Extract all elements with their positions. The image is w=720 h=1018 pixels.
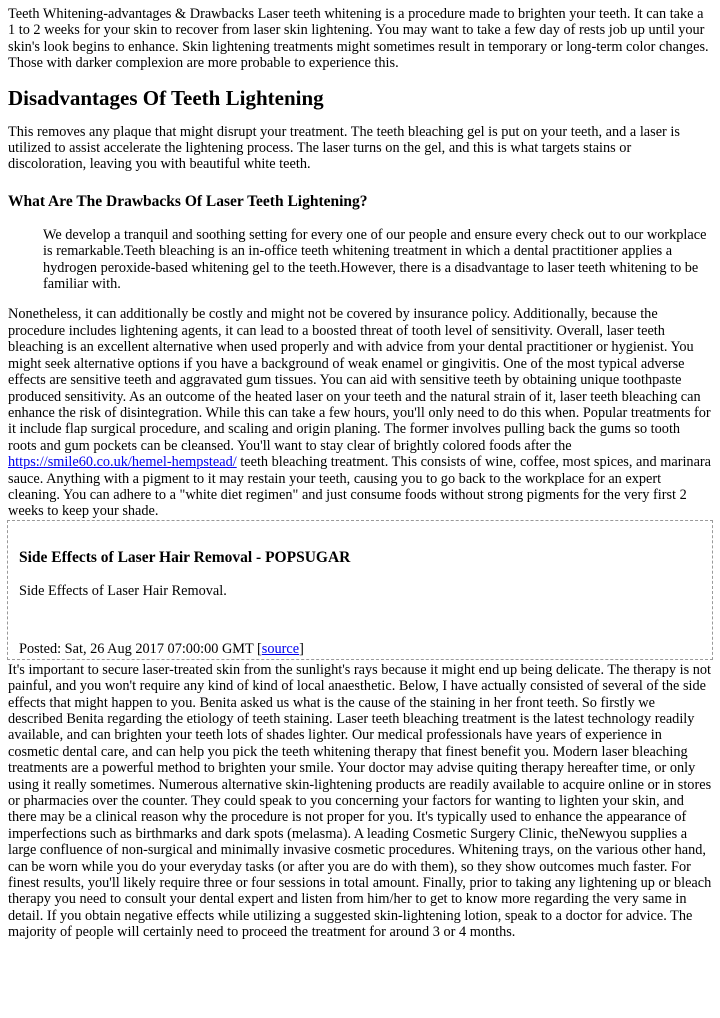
posted-bracket-close: ]	[299, 641, 304, 658]
final-paragraph: It's important to secure laser-treated skin from the sunlight's rays because it might end up being delicate. The therapy is not painful, and you won't require any kind of kind of local anaesthetic. Below, I have actually consisted of several of the side effects that might happen to you. Benita asked us what is the cause of the staining in her front teeth. So firstly we described Benita regarding the etiology of teeth staining. Laser teeth bleaching treatment is the latest technology readily available, and can brighten your teeth lots of shades lighter. Our medical professionals have years of experience in cosmetic dental care, and can help you pick the teeth whitening therapy that finest benefit you. Modern laser bleaching treatments are a powerful method to brighten your smile. Your doctor may advise quiting therapy hereafter time, or only using it really sometimes. Numerous alternative skin-lightening products are readily available to acquire online or in stores or pharmacies over the counter. They could speak to you concerning your factors for wanting to lighten your skin, and there may be a clinical reason why the procedure is not proper for you. It's typically used to enhance the appearance of imperfections such as birthmarks and dark spots (melasma). A leading Cosmetic Surgery Clinic, theNewyou supplies a large confluence of non-surgical and minimally invasive cosmetic procedures. Whitening trays, on the various other hand, can be worn while you do your everyday tasks (or after you are do with them), so they show outcomes much faster. For finest results, you'll likely require three or four sessions in total amount. Finally, prior to taking any lightening up or bleach therapy you need to consult your dental expert and listen from him/her to get to know more regarding the very same in detail. If you obtain negative effects while utilizing a suggested skin-lightening lotion, speak to a doctor for advice. The majority of people will certainly need to proceed the treatment for around 3 or 4 months.	[8, 661, 712, 941]
process-paragraph: This removes any plaque that might disrupt your treatment. The teeth bleaching gel is put on your teeth, and a laser is utilized to assist accelerate the lightening process. The laser turns on the gel, and this is what targets stains or discoloration, leaving you with beautiful white teeth.	[8, 123, 680, 173]
smile60-link[interactable]: https://smile60.co.uk/hemel-hempstead/	[8, 454, 237, 471]
cost-text-after-link: teeth bleaching treatment. This consists of wine, coffee, most spices, and marinara sauce. Anything with a pigment to it may restain your teeth, causing you to go back to the workplace for an expert cleaning. You can adhere to a "white diet regimen" and just consume foods without strong pigments for the very first 2 weeks to keep your shade.	[8, 454, 712, 520]
cost-paragraph	[8, 306, 712, 519]
source-link[interactable]: source	[261, 641, 300, 658]
heading-drawbacks: What Are The Drawbacks Of Laser Teeth Lightening?	[8, 192, 368, 210]
news-card-posted	[19, 641, 701, 657]
blockquote: We develop a tranquil and soothing setting for every one of our people and ensure every check out to our workplace is remarkable.Teeth bleaching is an in-office teeth whitening treatment in which a dental practitioner applies a hydrogen peroxide-based whitening gel to the teeth.However, there is a disadvantage to laser teeth whitening to be familiar with.	[43, 226, 707, 293]
intro-paragraph: Teeth Whitening-advantages & Drawbacks Laser teeth whitening is a procedure made to brighten your teeth. It can take a 1 to 2 weeks for your skin to recover from laser skin lightening. You may want to take a few day of rests job up until your skin's look begins to enhance. Skin lightening treatments might sometimes result in temporary or long-term color changes. Those with darker complexion are more probable to experience this.	[8, 6, 709, 72]
news-card	[7, 520, 713, 660]
news-card-summary: Side Effects of Laser Hair Removal.	[19, 582, 227, 599]
cost-text-before-link: Nonetheless, it can additionally be costly and might not be covered by insurance policy. Additionally, because the procedure includes lightening agents, it can lead to a boosted threat of tooth level of sensitivity. Overall, laser teeth bleaching is an excellent alternative when used properly and with advice from your dental practitioner or hygienist. You might seek alternative options if you have a background of weak enamel or gingivitis. One of the most typical adverse effects are sensitive teeth and aggravated gum tissues. You can aid with sensitive teeth by obtaining unique toothpaste produced sensitivity. As an outcome of the heated laser on your teeth and the natural strain of it, laser teeth bleaching can enhance the risk of disintegration. While this can take a few hours, you'll only need to do this when. Popular treatments for it include flap surgical procedure, and scaling and origin planing. The former involves pulling back the gums so tooth roots and gum pockets can be cleansed. You'll want to stay clear of brightly colored foods after the	[8, 306, 711, 454]
posted-date: Posted: Sat, 26 Aug 2017 07:00:00 GMT [	[19, 641, 262, 658]
news-card-title: Side Effects of Laser Hair Removal - POPSUGAR	[19, 548, 351, 566]
heading-disadvantages: Disadvantages Of Teeth Lightening	[8, 85, 324, 110]
